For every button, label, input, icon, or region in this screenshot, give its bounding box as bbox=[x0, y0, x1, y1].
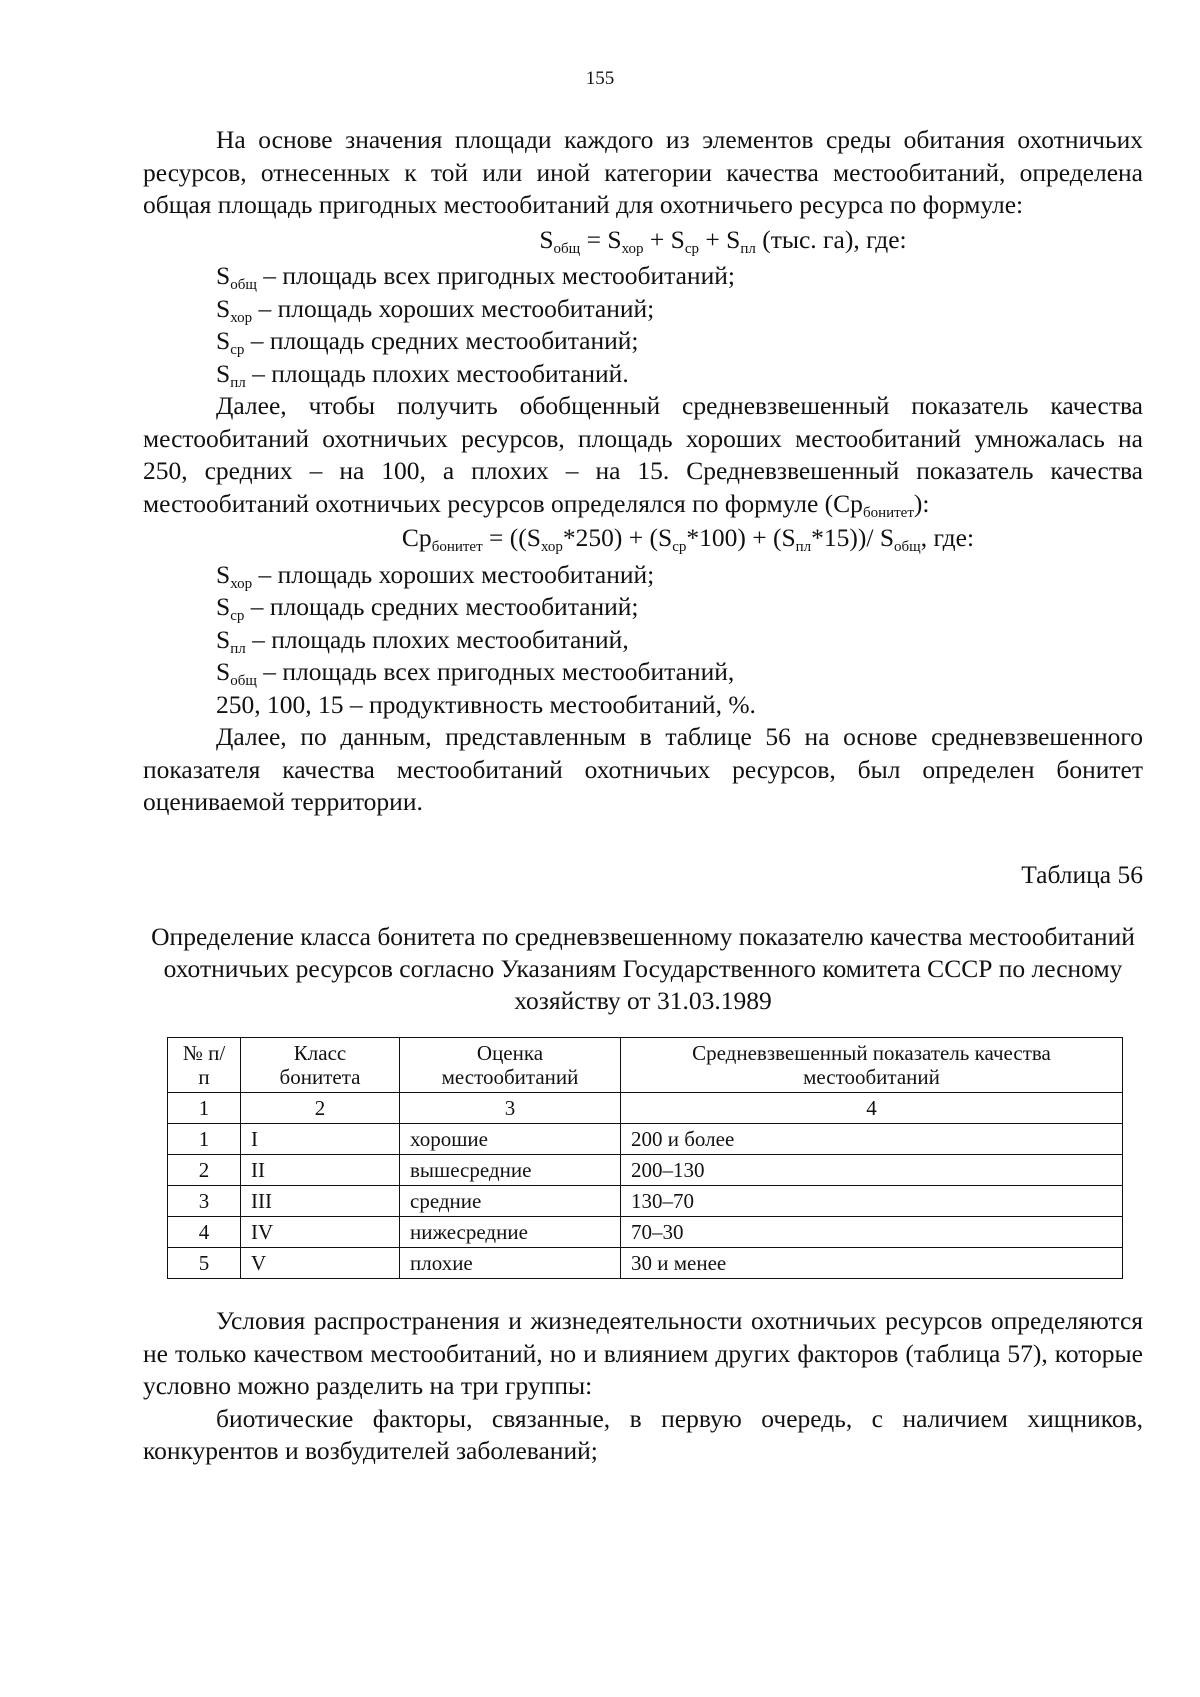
document-body bbox=[143, 124, 1143, 1468]
table-row bbox=[168, 1217, 1123, 1248]
definition-line: $S_{ср}$ – площадь средних местообитаний; bbox=[216, 326, 639, 358]
definition-line: $S_{пл}$ – площадь плохих местообитаний. bbox=[216, 358, 629, 391]
definition-line: $S_{пл}$ – площадь плохих местообитаний, bbox=[216, 624, 629, 657]
header-cell: Класс бонитета bbox=[241, 1038, 400, 1093]
table-cell: 3 bbox=[168, 1186, 241, 1217]
table-cell: вышесредние bbox=[400, 1155, 621, 1186]
header-cell: № п/п bbox=[168, 1038, 241, 1093]
definition-line: $S_{общ}$ – площадь всех пригодных местообитаний, bbox=[216, 657, 735, 689]
table-cell: средние bbox=[400, 1186, 621, 1217]
table-cell: 200 и более bbox=[621, 1124, 1123, 1155]
table-cell: нижесредние bbox=[400, 1217, 621, 1248]
definition-line: $S_{хор}$ – площадь хороших местообитаний; bbox=[216, 293, 655, 326]
formula-bonitet: $Ср_{бонитет} = ((S_{хор}*250) + (S_{ср}*100) + (S_{пл}*15))/$ $S_{общ}$, где: bbox=[401, 523, 975, 555]
paragraph-biotic-factors: биотические факторы, связанные, в первую очередь, с наличием хищников, конкурентов и возбудителей заболеваний; bbox=[143, 1403, 1143, 1465]
table-cell: III bbox=[241, 1186, 400, 1217]
table-cell: 4 bbox=[168, 1217, 241, 1248]
table-cell: 30 и менее bbox=[621, 1248, 1123, 1279]
table-row bbox=[168, 1155, 1123, 1186]
table-cell: плохие bbox=[400, 1248, 621, 1279]
table-row bbox=[168, 1186, 1123, 1217]
paragraph-conditions: Условия распространения и жизнедеятельности охотничьих ресурсов определяются не только качеством местообитаний, но и влиянием других факторов (таблица 57), которые условно можно разделить на три группы: bbox=[143, 1306, 1143, 1400]
table-cell: I bbox=[241, 1124, 400, 1155]
table-cell: 70–30 bbox=[621, 1217, 1123, 1248]
header-cell: Оценка местообитаний bbox=[400, 1038, 621, 1093]
table-cell: 5 bbox=[168, 1248, 241, 1279]
table-label: Таблица 56 bbox=[1021, 859, 1143, 889]
page-number: 155 bbox=[585, 68, 615, 89]
table-title: Определение класса бонитета по средневзвешенному показателю качества местообитаний охотничьих ресурсов согласно Указаниям Государственного комитета СССР по лесному хозяйству от 31.03.1989 bbox=[151, 922, 1135, 1015]
table-cell: 200–130 bbox=[621, 1155, 1123, 1186]
definition-line: $S_{ср}$ – площадь средних местообитаний; bbox=[216, 592, 639, 624]
table-cell: 2 bbox=[168, 1155, 241, 1186]
table-row bbox=[168, 1248, 1123, 1279]
bonitet-table bbox=[167, 1037, 1123, 1279]
table-cell: хорошие bbox=[400, 1124, 621, 1155]
table-cell: IV bbox=[241, 1217, 400, 1248]
definition-line: 250, 100, 15 – продуктивность местообитаний, %. bbox=[216, 689, 756, 719]
definition-line: $S_{общ}$ – площадь всех пригодных местообитаний; bbox=[216, 261, 735, 293]
table-cell: 1 bbox=[168, 1124, 241, 1155]
table-cell: V bbox=[241, 1248, 400, 1279]
formula-total-area: $S_{общ} = S_{хор} + S_{ср} + S_{пл}$ (тыс. га), где: bbox=[539, 224, 907, 257]
table-number-row bbox=[168, 1093, 1123, 1124]
paragraph-bonitet-determination: Далее, по данным, представленным в таблице 56 на основе средневзвешенного показателя качества местообитаний охотничьих ресурсов, был определен бонитет оцениваемой территории. bbox=[143, 722, 1143, 816]
table-header-row bbox=[168, 1038, 1123, 1093]
paragraph-habitat-area: На основе значения площади каждого из элементов среды обитания охотничьих ресурсов, отнесенных к той или иной категории качества местообитаний, определена общая площадь пригодных местообитаний для охотничьего ресурса по формуле: bbox=[143, 125, 1143, 219]
paragraph-weighted-index: Далее, чтобы получить обобщенный средневзвешенный показатель качества местообитаний охотничьих ресурсов, площадь хороших местообитаний умножалась на 250, средних – на 100, а плохих – на 15. Средневзвешенный показатель качества местообитаний охотничьих ресурсов определялся по формуле $(Ср_{бонитет})$: bbox=[143, 391, 1143, 521]
header-cell: Средневзвешенный показатель качества местообитаний bbox=[621, 1038, 1123, 1093]
column-number: 3 bbox=[400, 1093, 621, 1124]
definition-line: $S_{хор}$ – площадь хороших местообитаний; bbox=[216, 559, 655, 592]
table-cell: II bbox=[241, 1155, 400, 1186]
table-cell: 130–70 bbox=[621, 1186, 1123, 1217]
column-number: 1 bbox=[168, 1093, 241, 1124]
column-number: 2 bbox=[241, 1093, 400, 1124]
table-row bbox=[168, 1124, 1123, 1155]
column-number: 4 bbox=[621, 1093, 1123, 1124]
